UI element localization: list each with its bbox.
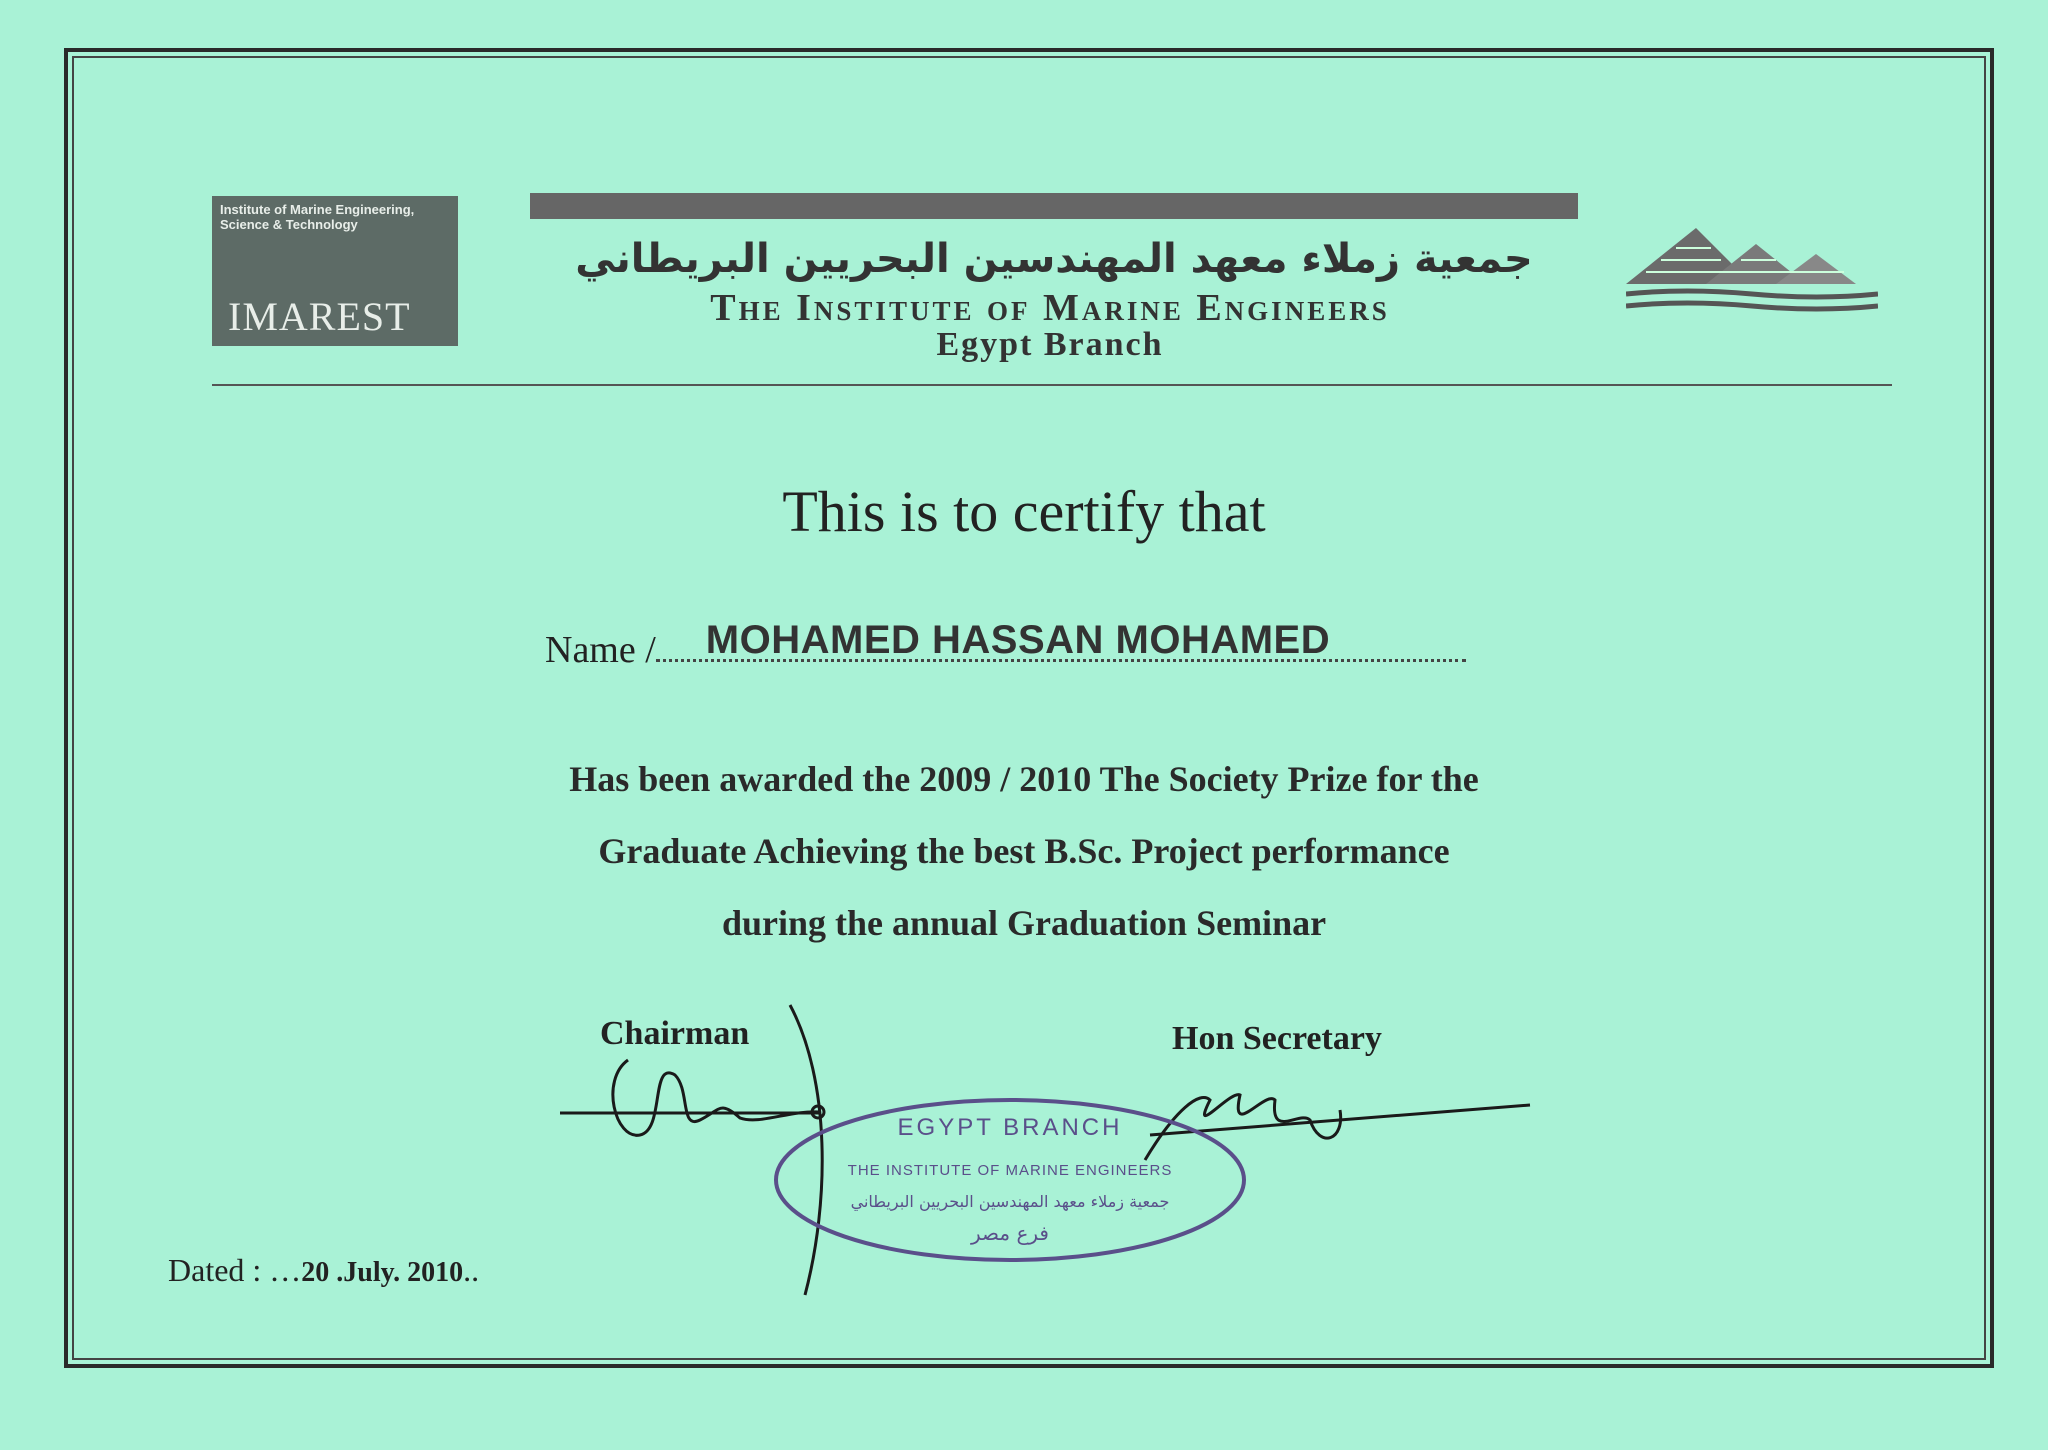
award-line-2: Graduate Achieving the best B.Sc. Project performance xyxy=(598,831,1450,871)
award-line-1: Has been awarded the 2009 / 2010 The Society Prize for the xyxy=(569,759,1479,799)
stamp-line-3: جمعية زملاء معهد المهندسين البحريين البريطاني xyxy=(850,1192,1170,1211)
stamp-line-2: THE INSTITUTE OF MARINE ENGINEERS xyxy=(847,1162,1173,1179)
branch-stamp xyxy=(770,1095,1250,1265)
recipient-name: MOHAMED HASSAN MOHAMED xyxy=(705,618,1331,662)
award-line-3: during the annual Graduation Seminar xyxy=(721,903,1327,943)
stamp-line-1: EGYPT BRANCH xyxy=(897,1114,1123,1141)
dated-value: 20 .July. 2010 xyxy=(301,1257,464,1288)
logo-small-text: Institute of Marine Engineering, Science & Technology xyxy=(220,202,415,232)
logo-brand: IMAREST xyxy=(228,294,411,339)
chairman-label: Chairman xyxy=(600,1015,750,1052)
date-row xyxy=(168,1252,479,1289)
arabic-title: جمعية زملاء معهد المهندسين البحريين البريطاني xyxy=(575,236,1533,282)
secretary-label: Hon Secretary xyxy=(1172,1020,1382,1057)
branch-name: Egypt Branch xyxy=(936,326,1164,363)
stamp-line-4: فرع مصر xyxy=(971,1221,1049,1245)
dated-tail: .. xyxy=(463,1252,480,1288)
dated-label: Dated : … xyxy=(168,1252,302,1288)
institute-name: The Institute of Marine Engineers xyxy=(710,287,1390,329)
certify-heading: This is to certify that xyxy=(782,479,1266,544)
name-label: Name / xyxy=(545,629,656,671)
